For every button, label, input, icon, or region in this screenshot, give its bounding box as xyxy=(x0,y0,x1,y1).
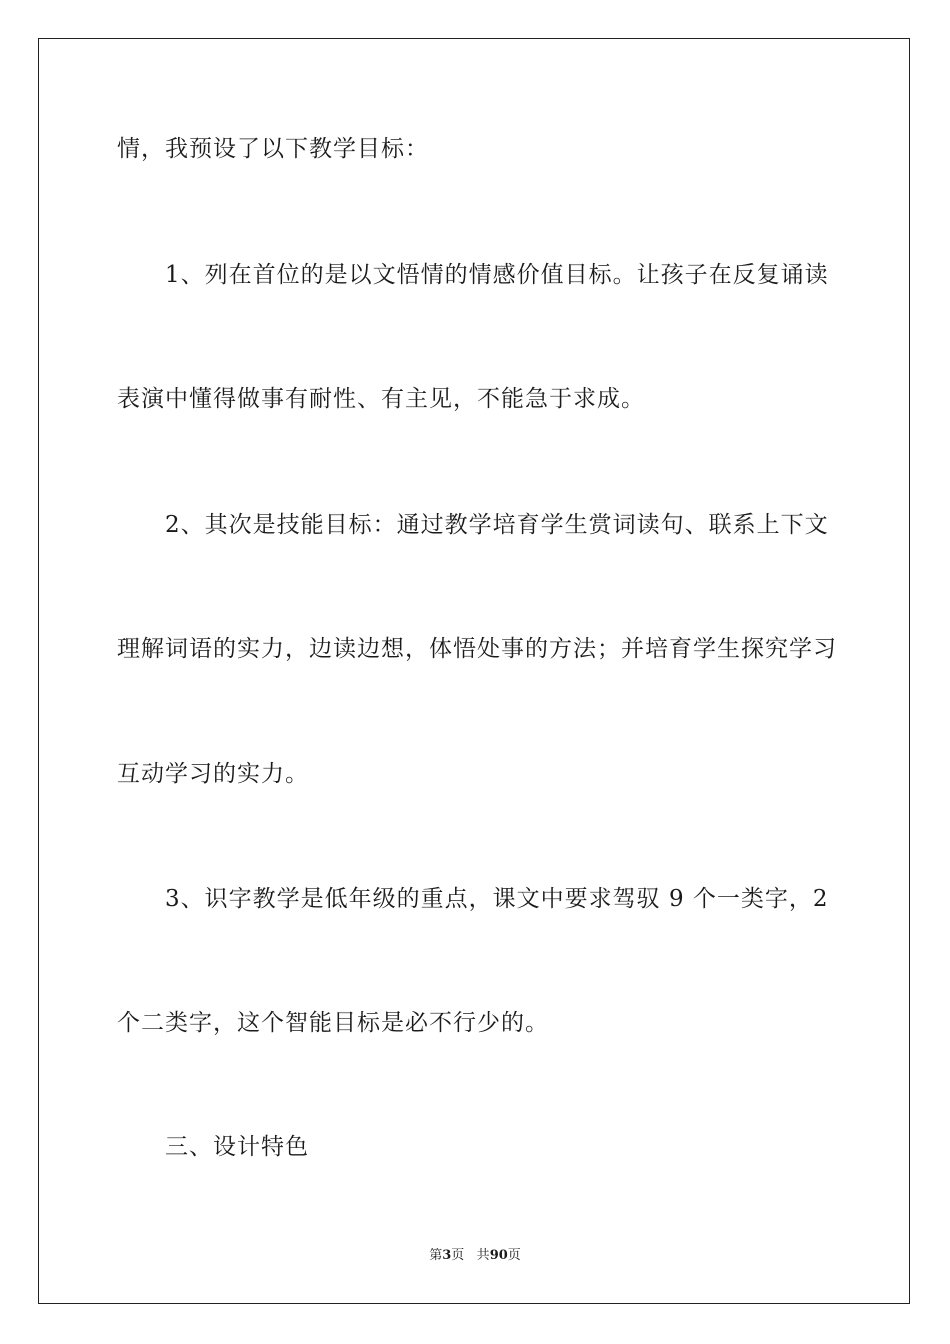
footer-page-number: 3 xyxy=(442,1248,452,1263)
body-line-7: 3、识字教学是低年级的重点，课文中要求驾驭 9 个一类字，2 xyxy=(117,886,829,912)
page-border xyxy=(38,38,910,1304)
body-line-3: 表演中懂得做事有耐性、有主见，不能急于求成。 xyxy=(117,386,645,412)
footer-total-pages: 90 xyxy=(489,1248,508,1263)
footer-total-suffix: 页 xyxy=(507,1248,521,1263)
footer-total-prefix: 共 xyxy=(476,1248,490,1263)
footer-page-prefix: 第 xyxy=(429,1248,443,1263)
body-line-8: 个二类字，这个智能目标是必不行少的。 xyxy=(117,1010,549,1036)
body-line-1: 情，我预设了以下教学目标： xyxy=(117,136,429,162)
page-footer xyxy=(0,1248,950,1264)
body-line-5: 理解词语的实力，边读边想，体悟处事的方法；并培育学生探究学习 xyxy=(117,636,837,662)
body-line-2: 1、列在首位的是以文悟情的情感价值目标。让孩子在反复诵读 xyxy=(117,262,829,288)
section-heading: 三、设计特色 xyxy=(117,1134,309,1160)
body-line-6: 互动学习的实力。 xyxy=(117,761,309,787)
footer-page-suffix: 页 xyxy=(451,1248,465,1263)
body-line-4: 2、其次是技能目标：通过教学培育学生赏词读句、联系上下文 xyxy=(117,512,829,538)
